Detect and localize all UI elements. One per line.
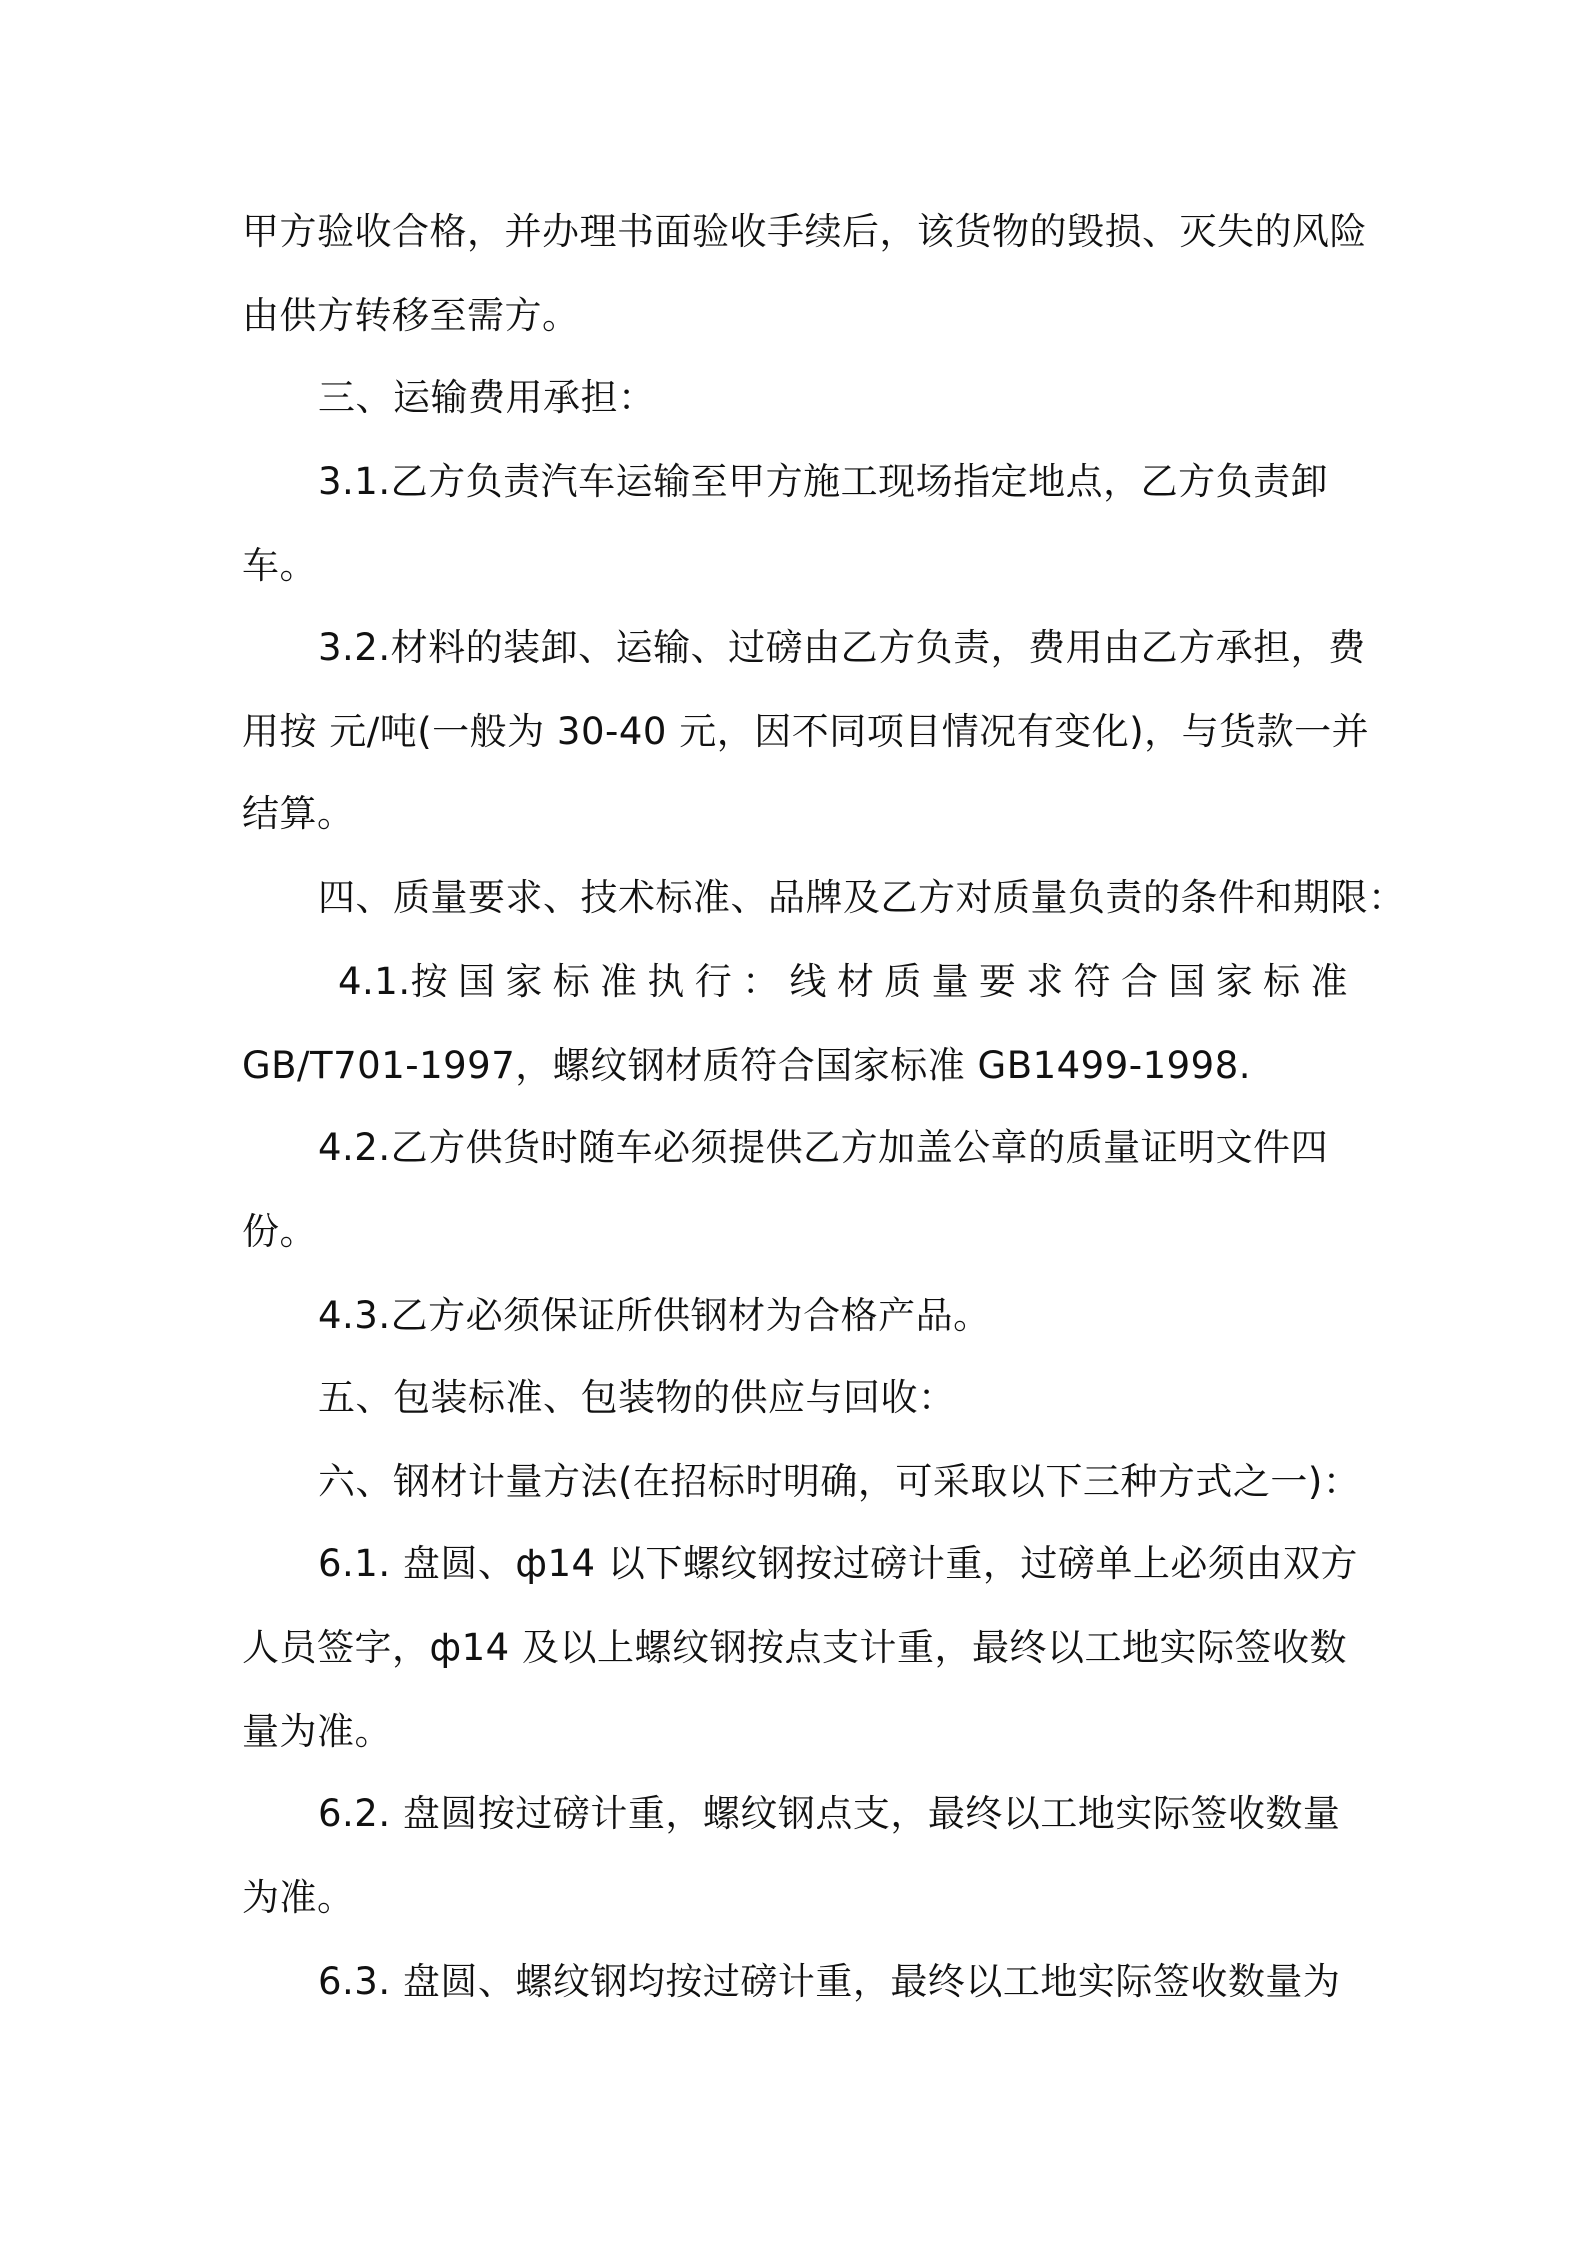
spaced-char: 要: [978, 960, 1017, 1003]
spaced-char: 符: [1073, 960, 1112, 1003]
spaced-char: 标: [1263, 960, 1301, 1003]
section-heading: 五、包装标准、包装物的供应与回收：: [318, 1376, 956, 1419]
paragraph-line: 由供方转移至需方。: [242, 294, 580, 337]
spaced-char: 行: [694, 960, 733, 1003]
paragraph-line: 用按 元/吨(一般为 30-40 元，因不同项目情况有变化)，与货款一并: [242, 710, 1370, 753]
section-heading: 四、质量要求、技术标准、品牌及乙方对质量负责的条件和期限：: [318, 876, 1406, 919]
paragraph-line: 3.1.乙方负责汽车运输至甲方施工现场指定地点，乙方负责卸: [318, 460, 1329, 503]
spaced-char: 准: [1310, 960, 1348, 1003]
paragraph-line: 4.2.乙方供货时随车必须提供乙方加盖公章的质量证明文件四: [318, 1126, 1329, 1169]
paragraph-line: 4.3.乙方必须保证所供钢材为合格产品。: [318, 1294, 991, 1337]
spaced-char: 执: [647, 960, 685, 1003]
spaced-word: 4.1.按: [338, 960, 449, 1003]
paragraph-line: 甲方验收合格，并办理书面验收手续后，该货物的毁损、灭失的风险: [242, 210, 1367, 253]
spaced-char: 材: [836, 960, 875, 1003]
paragraph-line: 6.3. 盘圆、螺纹钢均按过磅计重，最终以工地实际签收数量为: [318, 1960, 1341, 2003]
spaced-char: 家: [505, 960, 543, 1003]
paragraph-line: 6.1. 盘圆、ф14 以下螺纹钢按过磅计重，过磅单上必须由双方: [318, 1542, 1358, 1585]
paragraph-line: GB/T701-1997，螺纹钢材质符合国家标准 GB1499-1998.: [242, 1044, 1252, 1087]
spaced-char: 线: [789, 960, 827, 1003]
spaced-char: 质: [884, 960, 922, 1003]
paragraph-line: 为准。: [242, 1876, 355, 1919]
paragraph-line: 3.2.材料的装卸、运输、过磅由乙方负责，费用由乙方承担，费: [318, 626, 1366, 669]
spaced-char: 国: [457, 960, 496, 1003]
paragraph-line: 结算。: [242, 792, 355, 835]
spaced-char: 国: [1168, 960, 1206, 1003]
spaced-char: 准: [600, 960, 638, 1003]
spaced-char: ：: [742, 960, 780, 1003]
paragraph-line: 6.2. 盘圆按过磅计重，螺纹钢点支，最终以工地实际签收数量: [318, 1792, 1341, 1835]
spaced-char: 家: [1215, 960, 1254, 1003]
section-heading: 六、钢材计量方法(在招标时明确，可采取以下三种方式之一)：: [318, 1460, 1361, 1503]
paragraph-line: 车。: [242, 544, 317, 587]
section-heading: 三、运输费用承担：: [318, 376, 656, 419]
spaced-char: 标: [552, 960, 591, 1003]
paragraph-line: 人员签字，ф14 及以上螺纹钢按点支计重，最终以工地实际签收数: [242, 1626, 1347, 1669]
spaced-char: 量: [931, 960, 970, 1003]
paragraph-line: 份。: [242, 1210, 317, 1253]
spaced-paragraph-line: [338, 958, 1348, 1006]
spaced-char: 合: [1121, 960, 1159, 1003]
paragraph-line: 量为准。: [242, 1710, 392, 1753]
spaced-char: 求: [1026, 960, 1064, 1003]
